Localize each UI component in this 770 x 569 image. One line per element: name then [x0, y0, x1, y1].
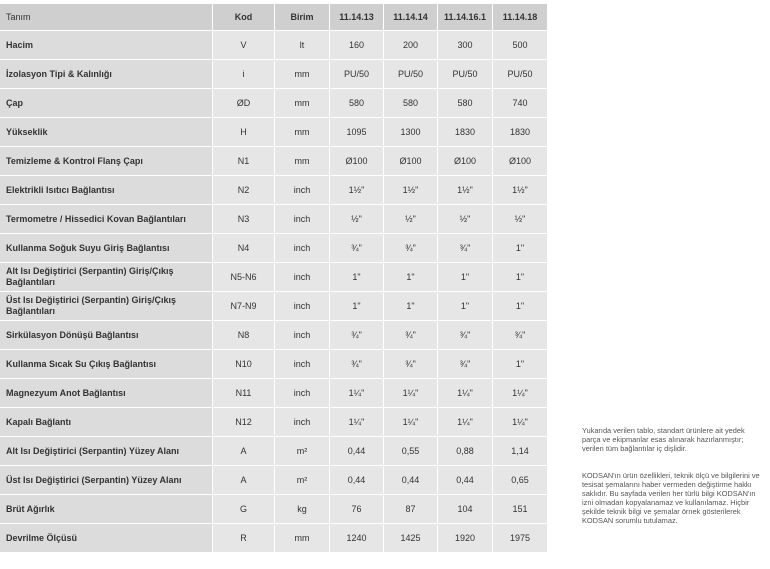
table-row [0, 379, 548, 408]
header-cell-tanim: Tanım [0, 4, 213, 31]
row-label: Sirkülasyon Dönüşü Bağlantısı [0, 321, 213, 350]
row-label: Üst Isı Değiştirici (Serpantin) Giriş/Çıkış Bağlantıları [0, 292, 213, 321]
row-value: ¾" [330, 234, 384, 263]
row-label: Devrilme Ölçüsü [0, 524, 213, 553]
row-unit: inch [275, 234, 330, 263]
row-value: 1975 [493, 524, 548, 553]
row-value: PU/50 [438, 60, 493, 89]
row-value: ¾" [384, 321, 438, 350]
row-value: 87 [384, 495, 438, 524]
row-unit: m² [275, 466, 330, 495]
row-value: 1¼" [438, 408, 493, 437]
row-code: V [213, 31, 275, 60]
row-unit: mm [275, 147, 330, 176]
table-row [0, 292, 548, 321]
row-code: N3 [213, 205, 275, 234]
row-value: 1" [493, 292, 548, 321]
table-row [0, 321, 548, 350]
row-value: 1" [384, 263, 438, 292]
info-note: Yukarıda verilen tablo, standart ürünlere ait yedek parça ve ekipmanlar esas alınarak hazırlanmıştır; verilen tüm bağlantılar iç dişlidir. [582, 426, 745, 453]
row-value: 1" [493, 234, 548, 263]
table-header-row [0, 4, 548, 31]
row-unit: inch [275, 205, 330, 234]
table-body [0, 31, 548, 553]
row-value: 151 [493, 495, 548, 524]
row-unit: inch [275, 408, 330, 437]
row-value: 1" [330, 292, 384, 321]
row-label: Üst Isı Değiştirici (Serpantin) Yüzey Alanı [0, 466, 213, 495]
table-row [0, 60, 548, 89]
row-code: A [213, 466, 275, 495]
row-value: 1¼" [493, 379, 548, 408]
row-value: 0,44 [330, 466, 384, 495]
row-value: 1" [493, 263, 548, 292]
header-cell-birim: Birim [275, 4, 330, 31]
row-value: Ø100 [384, 147, 438, 176]
header-cell-model-4: 11.14.18 [493, 4, 548, 31]
row-label: Temizleme & Kontrol Flanş Çapı [0, 147, 213, 176]
table-row [0, 495, 548, 524]
table-row [0, 205, 548, 234]
row-value: 160 [330, 31, 384, 60]
row-value: 1,14 [493, 437, 548, 466]
row-unit: inch [275, 263, 330, 292]
row-value: 300 [438, 31, 493, 60]
header-cell-model-1: 11.14.13 [330, 4, 384, 31]
table-row [0, 118, 548, 147]
row-value: ¾" [384, 234, 438, 263]
row-value: ½" [493, 205, 548, 234]
row-unit: mm [275, 60, 330, 89]
row-unit: mm [275, 89, 330, 118]
row-value: Ø100 [493, 147, 548, 176]
row-label: Alt Isı Değiştirici (Serpantin) Yüzey Alanı [0, 437, 213, 466]
row-value: 1½" [330, 176, 384, 205]
row-value: 1" [438, 292, 493, 321]
table-row [0, 408, 548, 437]
row-value: ¾" [330, 321, 384, 350]
row-value: 1¼" [330, 379, 384, 408]
header-cell-model-2: 11.14.14 [384, 4, 438, 31]
row-value: 1¼" [330, 408, 384, 437]
row-unit: inch [275, 379, 330, 408]
row-value: PU/50 [330, 60, 384, 89]
table-row [0, 234, 548, 263]
copyright-note: KODSAN'ın ürün özellikleri, teknik ölçü ve bilgilerini ve tesisat şemalarını haber vermeden değiştirme hakkı saklıdır. Bu sayfada verilen her türlü bilgi KODSAN'ın izni olmadan kopyalanamaz ve kullanılamaz. Hiçbir şekilde teknik bilgi ve şemalar örnek gösterilerek KODSAN sorumlu tutulamaz. [582, 471, 760, 525]
row-value: 1920 [438, 524, 493, 553]
row-unit: mm [275, 118, 330, 147]
row-value: 1" [438, 263, 493, 292]
table-row [0, 437, 548, 466]
row-value: 1240 [330, 524, 384, 553]
row-value: 0,88 [438, 437, 493, 466]
row-value: ¾" [438, 350, 493, 379]
row-value: 1095 [330, 118, 384, 147]
row-code: R [213, 524, 275, 553]
row-value: 740 [493, 89, 548, 118]
row-value: 580 [384, 89, 438, 118]
row-label: Kapalı Bağlantı [0, 408, 213, 437]
row-value: 580 [438, 89, 493, 118]
row-value: 1¼" [438, 379, 493, 408]
row-value: 1½" [493, 176, 548, 205]
row-value: 1830 [493, 118, 548, 147]
row-value: 1½" [384, 176, 438, 205]
row-code: G [213, 495, 275, 524]
row-unit: lt [275, 31, 330, 60]
row-value: 500 [493, 31, 548, 60]
table-row [0, 89, 548, 118]
row-value: 1¼" [384, 408, 438, 437]
table-row [0, 466, 548, 495]
row-value: 1" [493, 350, 548, 379]
row-value: 104 [438, 495, 493, 524]
row-value: 1425 [384, 524, 438, 553]
row-value: ¾" [384, 350, 438, 379]
row-code: N11 [213, 379, 275, 408]
row-value: 1¼" [493, 408, 548, 437]
row-value: PU/50 [384, 60, 438, 89]
row-value: ¾" [493, 321, 548, 350]
table-row [0, 524, 548, 553]
row-code: N4 [213, 234, 275, 263]
row-label: Hacim [0, 31, 213, 60]
table-row [0, 31, 548, 60]
row-label: İzolasyon Tipi & Kalınlığı [0, 60, 213, 89]
row-value: Ø100 [330, 147, 384, 176]
row-value: 200 [384, 31, 438, 60]
row-label: Termometre / Hissedici Kovan Bağlantıları [0, 205, 213, 234]
row-code: N5-N6 [213, 263, 275, 292]
row-code: N2 [213, 176, 275, 205]
row-value: 1830 [438, 118, 493, 147]
row-value: ½" [384, 205, 438, 234]
row-code: H [213, 118, 275, 147]
row-unit: inch [275, 321, 330, 350]
row-value: 1" [384, 292, 438, 321]
row-unit: kg [275, 495, 330, 524]
header-cell-kod: Kod [213, 4, 275, 31]
row-code: N1 [213, 147, 275, 176]
row-value: ½" [438, 205, 493, 234]
table-row [0, 263, 548, 292]
row-unit: inch [275, 292, 330, 321]
table-row [0, 350, 548, 379]
row-value: 0,65 [493, 466, 548, 495]
row-value: ¾" [330, 350, 384, 379]
row-code: ØD [213, 89, 275, 118]
row-label: Alt Isı Değiştirici (Serpantin) Giriş/Çıkış Bağlantıları [0, 263, 213, 292]
row-value: 1" [330, 263, 384, 292]
row-value: ¾" [438, 234, 493, 263]
row-code: A [213, 437, 275, 466]
row-value: PU/50 [493, 60, 548, 89]
row-label: Yükseklik [0, 118, 213, 147]
row-label: Kullanma Soğuk Suyu Giriş Bağlantısı [0, 234, 213, 263]
row-code: N8 [213, 321, 275, 350]
row-label: Magnezyum Anot Bağlantısı [0, 379, 213, 408]
row-label: Brüt Ağırlık [0, 495, 213, 524]
header-cell-model-3: 11.14.16.1 [438, 4, 493, 31]
row-value: 76 [330, 495, 384, 524]
row-value: 0,44 [384, 466, 438, 495]
table-row [0, 147, 548, 176]
row-value: Ø100 [438, 147, 493, 176]
row-unit: mm [275, 524, 330, 553]
row-label: Kullanma Sıcak Su Çıkış Bağlantısı [0, 350, 213, 379]
row-label: Çap [0, 89, 213, 118]
row-value: ¾" [438, 321, 493, 350]
row-value: 580 [330, 89, 384, 118]
row-value: 0,55 [384, 437, 438, 466]
row-code: N7-N9 [213, 292, 275, 321]
row-value: 1¼" [384, 379, 438, 408]
spec-table [0, 4, 548, 553]
row-code: N10 [213, 350, 275, 379]
row-value: 1300 [384, 118, 438, 147]
row-code: i [213, 60, 275, 89]
row-unit: inch [275, 176, 330, 205]
row-code: N12 [213, 408, 275, 437]
row-label: Elektrikli Isıtıcı Bağlantısı [0, 176, 213, 205]
row-unit: inch [275, 350, 330, 379]
row-value: 0,44 [330, 437, 384, 466]
row-unit: m² [275, 437, 330, 466]
table-row [0, 176, 548, 205]
row-value: 1½" [438, 176, 493, 205]
row-value: 0,44 [438, 466, 493, 495]
row-value: ½" [330, 205, 384, 234]
